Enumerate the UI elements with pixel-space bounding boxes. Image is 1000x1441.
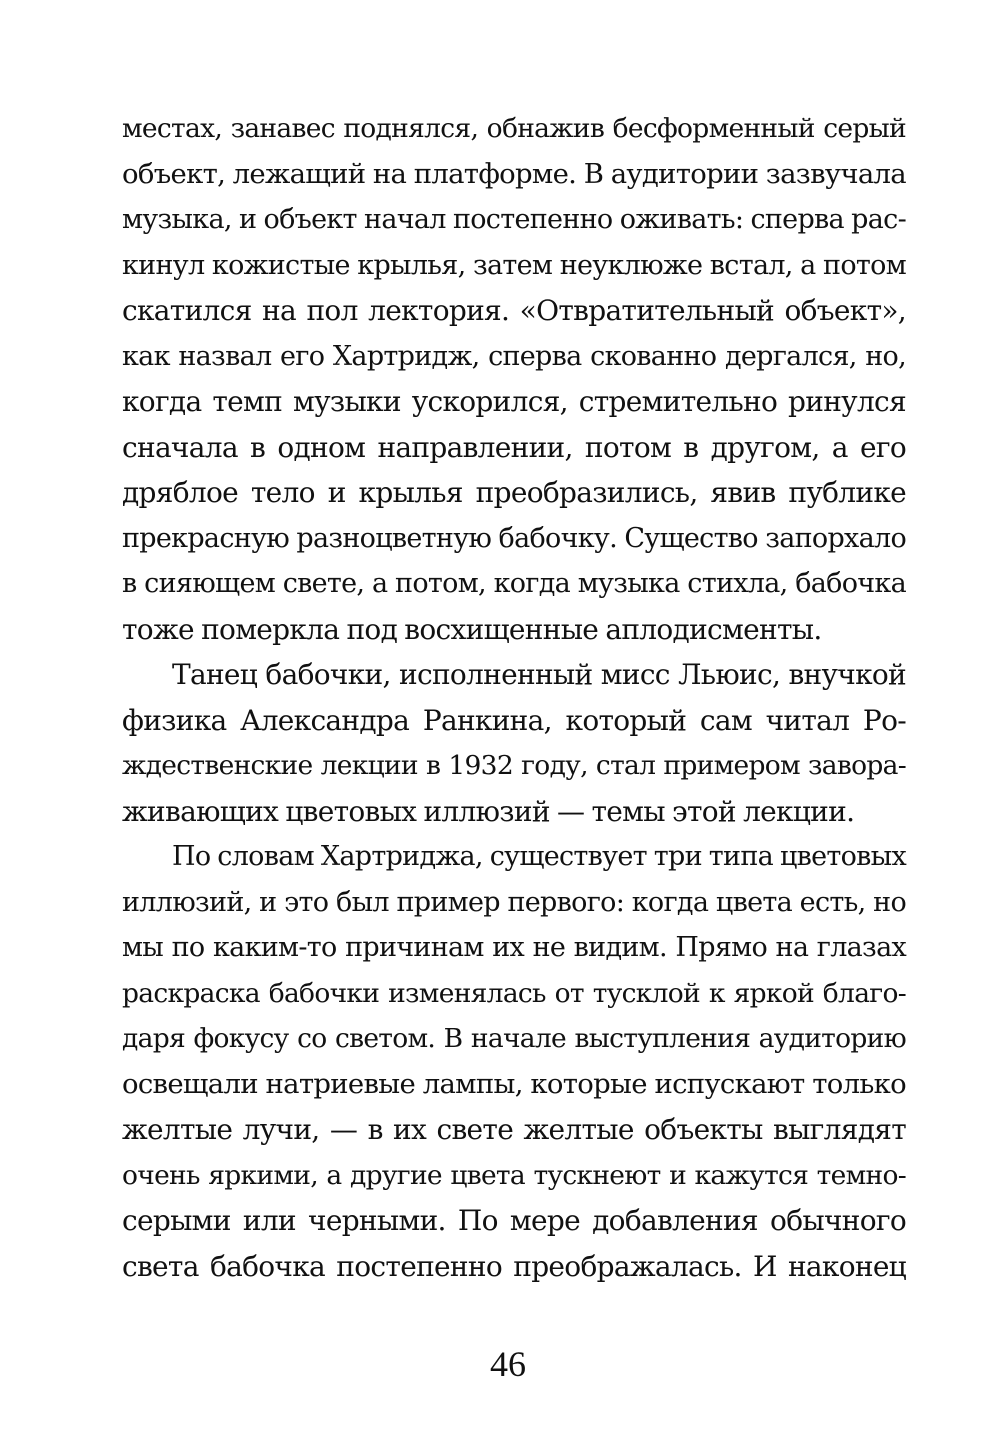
text-line: физика Александра Ранкина, который сам читал Ро- <box>122 703 906 737</box>
text-line: раскраска бабочки изменялась от тусклой к яркой благо- <box>122 977 906 1009</box>
text-line: ждественские лекции в 1932 году, стал примером завора- <box>122 750 906 781</box>
text-line: скатился на пол лектория. «Отвратительный объект», <box>122 294 906 327</box>
text-line: живающих цветовых иллюзий — темы этой лекции. <box>122 794 855 828</box>
text-line: серыми или черными. По мере добавления обычного <box>122 1204 906 1237</box>
body-text <box>122 106 906 1289</box>
paragraph <box>122 834 906 1289</box>
text-line: дряблое тело и крылья преобразились, явив публике <box>122 476 906 509</box>
paragraph <box>122 106 906 652</box>
text-line: сначала в одном направлении, потом в другом, а его <box>122 430 906 464</box>
text-line: даря фокусу со светом. В начале выступления аудиторию <box>122 1023 906 1054</box>
text-line: иллюзий, и это был пример первого: когда цвета есть, но <box>122 886 906 918</box>
text-line: объект, лежащий на платформе. В аудитории зазвучала <box>122 157 906 190</box>
text-line: освещали натриевые лампы, которые испускают только <box>122 1067 906 1100</box>
text-line: в сияющем свете, а потом, когда музыка стихла, бабочка <box>122 568 906 599</box>
text-line: как назвал его Хартридж, сперва скованно дергался, но, <box>122 340 906 372</box>
text-line: музыка, и объект начал постепенно оживать: сперва рас- <box>122 204 906 235</box>
text-line: По словам Хартриджа, существует три типа цветовых <box>172 841 906 872</box>
text-line: света бабочка постепенно преображалась. И наконец <box>122 1249 906 1283</box>
text-line: когда темп музыки ускорился, стремительно ринулся <box>122 385 906 418</box>
text-line: кинул кожистые крылья, затем неуклюже встал, а потом <box>122 249 906 281</box>
paragraph <box>122 652 906 834</box>
text-line: тоже померкла под восхищенные аплодисменты. <box>122 612 822 646</box>
text-line: Танец бабочки, исполненный мисс Льюис, внучкой <box>172 658 906 691</box>
text-line: местах, занавес поднялся, обнажив бесформенный серый <box>122 113 906 144</box>
text-line: очень яркими, а другие цвета тускнеют и кажутся темно- <box>122 1159 906 1191</box>
text-line: прекрасную разноцветную бабочку. Существо запорхало <box>122 522 906 554</box>
text-line: желтые лучи, — в их свете желтые объекты выглядят <box>122 1113 906 1146</box>
page-number: 46 <box>490 1344 526 1384</box>
text-line: мы по каким-то причинам их не видим. Прямо на глазах <box>122 932 906 963</box>
